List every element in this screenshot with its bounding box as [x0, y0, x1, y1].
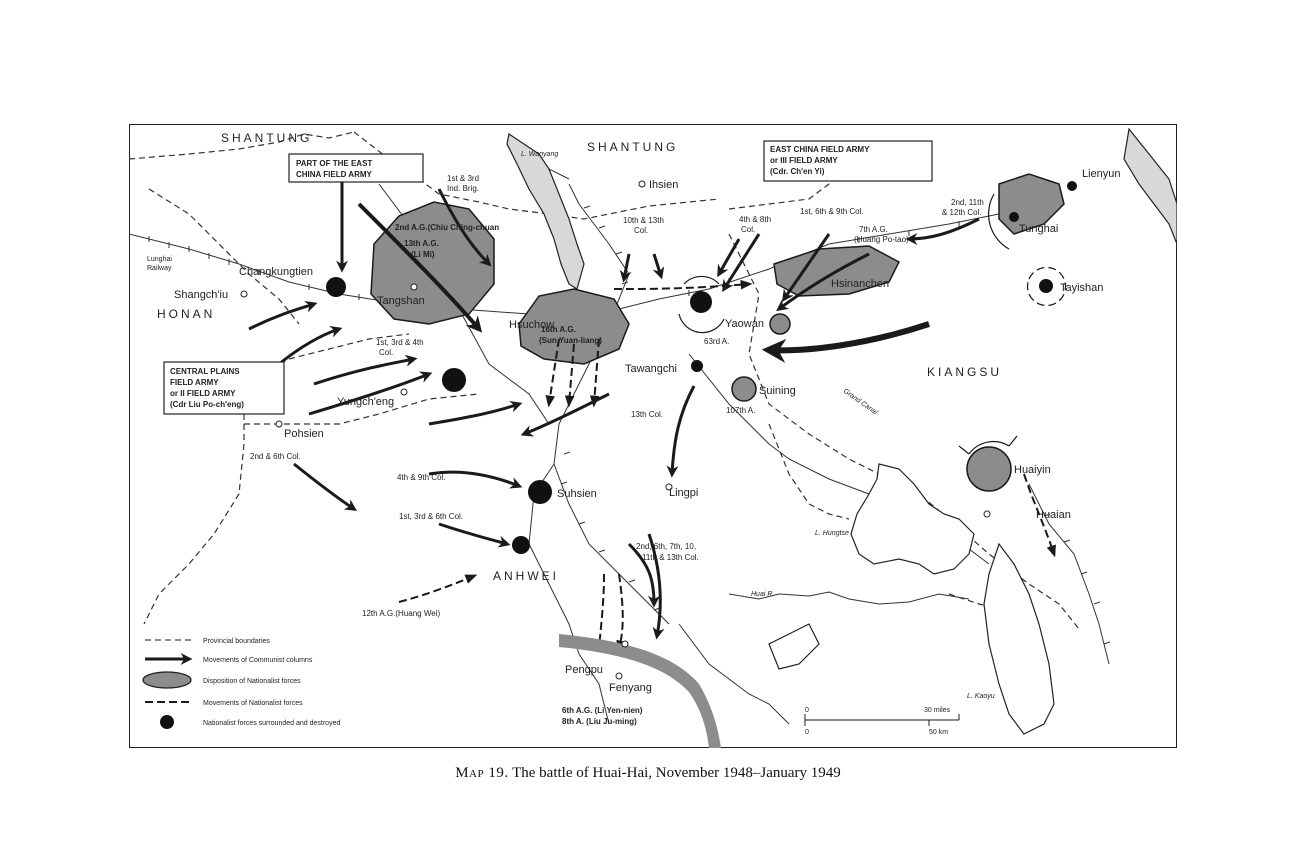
destroyed-tunghai: [1009, 212, 1019, 222]
label-tayishan: Tayishan: [1060, 282, 1104, 294]
nationalist-area-huaiyin: [967, 447, 1011, 491]
legend-destroyed-symbol: [160, 715, 174, 729]
box-east-part-l1: PART OF THE EAST: [296, 159, 373, 168]
label-shantung-east: SHANTUNG: [587, 140, 679, 154]
unit-south-1: 2nd, 6th, 7th, 10,: [636, 542, 697, 551]
label-hsinanchen: Hsinanchen: [831, 278, 890, 290]
unit-2-11-12-1: 2nd, 11th: [951, 198, 984, 207]
label-lienyun: Lienyun: [1082, 168, 1121, 180]
box-east-part-l2: CHINA FIELD ARMY: [296, 170, 372, 179]
unit-13th-col: 13th Col.: [631, 410, 664, 419]
label-tangshan: Tangshan: [377, 295, 425, 307]
unit-1-3-4-1: 1st, 3rd & 4th: [376, 338, 424, 347]
label-anhwei: ANHWEI: [493, 569, 559, 583]
legend-item-2: Disposition of Nationalist forces: [203, 678, 301, 685]
label-kiangsu: KIANGSU: [927, 365, 1003, 379]
unit-4-9: 4th & 9th Col.: [397, 473, 446, 482]
unit-2-6: 2nd & 6th Col.: [250, 452, 301, 461]
box-east-china-l1: EAST CHINA FIELD ARMY: [770, 145, 870, 154]
nationalist-area-yaowan: [770, 314, 790, 334]
unit-4-8-1: 4th & 8th: [739, 215, 772, 224]
unit-63a: 63rd A.: [704, 337, 730, 346]
box-central-l3: or II FIELD ARMY: [170, 389, 236, 398]
box-east-china-l2: or III FIELD ARMY: [770, 156, 838, 165]
label-suhsien: Suhsien: [557, 488, 597, 500]
scale-km-start: 0: [805, 729, 809, 736]
destroyed-suhsien: [528, 480, 552, 504]
box-east-china: [764, 141, 932, 181]
destroyed-tayishan: [1039, 279, 1053, 293]
map-caption: [0, 765, 1296, 782]
destroyed-yungcheng: [442, 368, 466, 392]
scale-miles-start: 0: [805, 707, 809, 714]
box-east-china-l3: (Cdr. Ch'en Yi): [770, 167, 825, 176]
unit-2-11-12-2: & 12th Col.: [942, 208, 982, 217]
unit-ag12: 12th A.G.(Huang Wei): [362, 609, 441, 618]
label-changkungtien: Changkungtien: [239, 266, 314, 278]
unit-ag7-1: 7th A.G.: [859, 225, 888, 234]
label-ihsien: Ihsien: [649, 179, 679, 191]
legend-item-0: Provincial boundaries: [203, 638, 270, 645]
label-yaowan: Yaowan: [725, 318, 764, 330]
box-central-l1: CENTRAL PLAINS: [170, 367, 240, 376]
map-canvas: [129, 124, 1177, 748]
label-lake-wanyang: L. Wanyang: [521, 151, 559, 158]
nationalist-area-suining: [732, 377, 756, 401]
unit-ag16-2: (Sun Yuan-liang): [539, 336, 602, 345]
legend-item-4: Nationalist forces surrounded and destroyed: [203, 720, 341, 727]
label-shantung-west: SHANTUNG: [221, 131, 313, 145]
map-frame: [129, 124, 1177, 748]
label-honan: HONAN: [157, 307, 216, 321]
legend-item-1: Movements of Communist columns: [203, 657, 313, 664]
destroyed-lienyun: [1067, 181, 1077, 191]
caption-label: Map 19.: [455, 765, 509, 781]
unit-ag16-1: 16th A.G.: [541, 325, 576, 334]
legend-item-3: Movements of Nationalist forces: [203, 700, 303, 707]
box-east-part: [289, 154, 423, 182]
unit-ag7-2: (Huang Po-tao): [854, 235, 909, 244]
unit-10-13-2: Col.: [634, 226, 649, 235]
label-tawangchi: Tawangchi: [625, 363, 677, 375]
label-pohsien: Pohsien: [284, 428, 324, 440]
label-huaian: Huaian: [1036, 509, 1071, 521]
unit-10-13-1: 10th & 13th: [623, 216, 664, 225]
unit-ag6-2: 8th A. (Liu Ju-ming): [562, 717, 637, 726]
label-lingpi: Lingpi: [669, 487, 699, 499]
label-huaiyin: Huaiyin: [1014, 464, 1051, 476]
label-lunghai-1: Lunghai Railway: [147, 256, 172, 272]
label-hsuchow: Hsuchow: [509, 319, 555, 331]
unit-4-8-2: Col.: [741, 225, 756, 234]
unit-south-2: 11th & 13th Col.: [642, 553, 699, 562]
box-central-l4: (Cdr Liu Po-ch'eng): [170, 400, 244, 409]
unit-ag13-2: (Li Mi): [411, 250, 435, 259]
unit-ag13-1: 13th A.G.: [404, 239, 439, 248]
box-central-l2: FIELD ARMY: [170, 378, 219, 387]
label-tunghai: Tunghai: [1019, 223, 1059, 235]
unit-1-6-9: 1st, 6th & 9th Col.: [800, 207, 864, 216]
legend-disposition-symbol: [143, 672, 191, 688]
unit-ind-brig-2: Ind. Brig.: [447, 184, 480, 193]
unit-ag2: 2nd A.G.(Chiu Ching-chuan: [395, 223, 500, 232]
unit-1-3-6: 1st, 3rd & 6th Col.: [399, 512, 464, 521]
unit-ind-brig-1: 1st & 3rd: [447, 174, 480, 183]
destroyed-changkungtien: [326, 277, 346, 297]
destroyed-south: [512, 536, 530, 554]
unit-1-3-4-2: Col.: [379, 348, 394, 357]
box-central: [164, 362, 284, 414]
unit-107a: 107th A.: [726, 406, 756, 415]
label-lake-kaoyu: L. Kaoyu: [967, 693, 995, 700]
unit-ag6-1: 6th A.G. (Li Yen-nien): [562, 706, 643, 715]
destroyed-tawangchi: [691, 360, 703, 372]
label-grand-canal: Grand Canal: [841, 387, 879, 417]
label-huai-river: Huai R.: [751, 591, 775, 598]
label-yungcheng: Yungch'eng: [337, 396, 395, 408]
destroyed-hsuchow-east: [690, 291, 712, 313]
label-suining: Suining: [759, 385, 796, 397]
label-pengpu: Pengpu: [565, 664, 603, 676]
caption-text: The battle of Huai-Hai, November 1948–January 1949: [512, 765, 841, 781]
label-fenyang: Fenyang: [609, 682, 652, 694]
scale-km-end: 50 km: [929, 729, 949, 736]
scale-miles-end: 30 miles: [924, 707, 951, 714]
label-lake-hungtse: L. Hungtse: [815, 530, 849, 537]
label-shangchiu: Shangch'iu: [174, 289, 229, 301]
